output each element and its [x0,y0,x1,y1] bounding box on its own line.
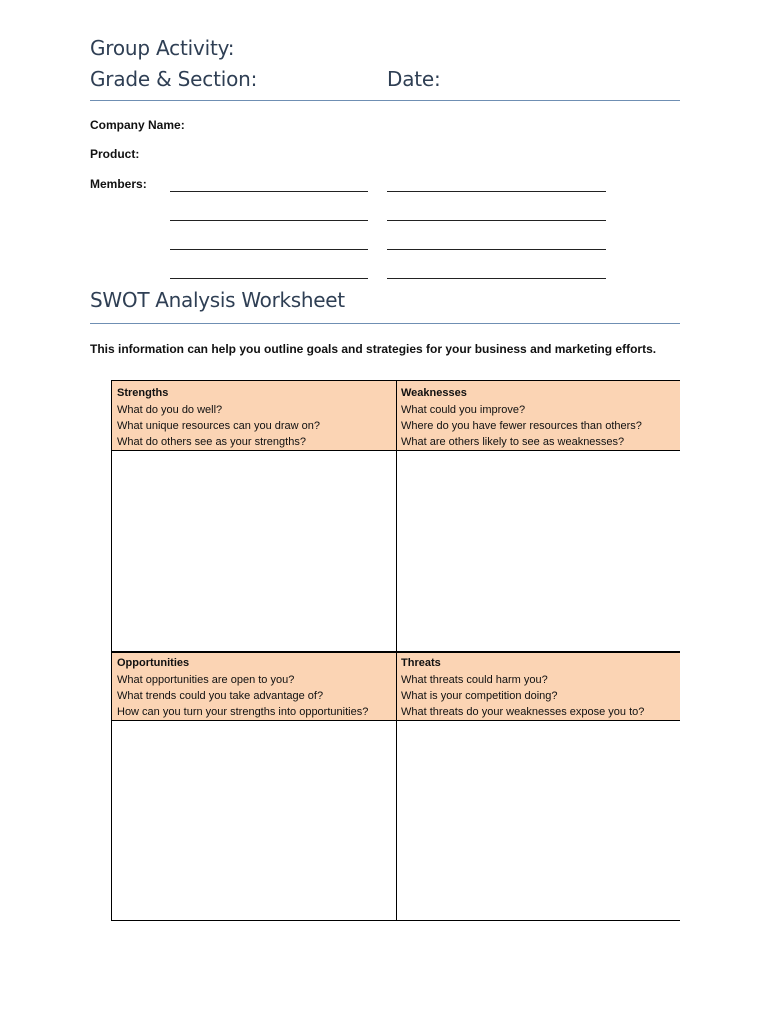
weaknesses-question: Where do you have fewer resources than others? [401,420,642,432]
strengths-question: What do you do well? [117,404,223,416]
header-divider [90,100,680,101]
opportunities-header [112,651,396,720]
strengths-question: What unique resources can you draw on? [117,420,321,432]
company-name-label: Company Name: [90,118,185,132]
threats-question: What threats do your weaknesses expose you to? [401,706,645,718]
threats-title: Threats [401,657,441,669]
member-blank-line[interactable] [170,249,368,250]
member-blank-line[interactable] [170,220,368,221]
intro-text: This information can help you outline goals and strategies for your business and marketing efforts. [90,342,657,356]
swot-grid [111,380,680,921]
opportunities-question: How can you turn your strengths into opportunities? [117,706,369,718]
strengths-question: What do others see as your strengths? [117,436,306,448]
opportunities-question: What trends could you take advantage of? [117,690,324,702]
member-blank-line[interactable] [170,278,368,279]
strengths-title: Strengths [117,387,169,399]
weaknesses-title: Weaknesses [401,387,467,399]
members-label: Members: [90,177,147,191]
threats-header [396,651,680,720]
threats-question: What is your competition doing? [401,690,558,702]
weaknesses-question: What could you improve? [401,404,526,416]
opportunities-answer-area[interactable] [112,721,396,921]
grid-divider [396,381,397,921]
date-label: Date: [387,67,441,91]
threats-question: What threats could harm you? [401,674,548,686]
group-activity-label: Group Activity: [90,36,235,60]
strengths-header [112,381,396,450]
weaknesses-question: What are others likely to see as weaknesses? [401,436,625,448]
member-blank-line[interactable] [387,278,606,279]
worksheet-title: SWOT Analysis Worksheet [90,288,345,312]
member-blank-line[interactable] [387,249,606,250]
opportunities-question: What opportunities are open to you? [117,674,295,686]
member-blank-line[interactable] [387,191,606,192]
threats-answer-area[interactable] [397,721,680,921]
weaknesses-header [396,381,680,450]
product-label: Product: [90,147,140,161]
title-divider [90,323,680,324]
grade-section-label: Grade & Section: [90,67,258,91]
opportunities-title: Opportunities [117,657,190,669]
member-blank-line[interactable] [170,191,368,192]
member-blank-line[interactable] [387,220,606,221]
strengths-answer-area[interactable] [112,451,396,651]
weaknesses-answer-area[interactable] [397,451,680,651]
